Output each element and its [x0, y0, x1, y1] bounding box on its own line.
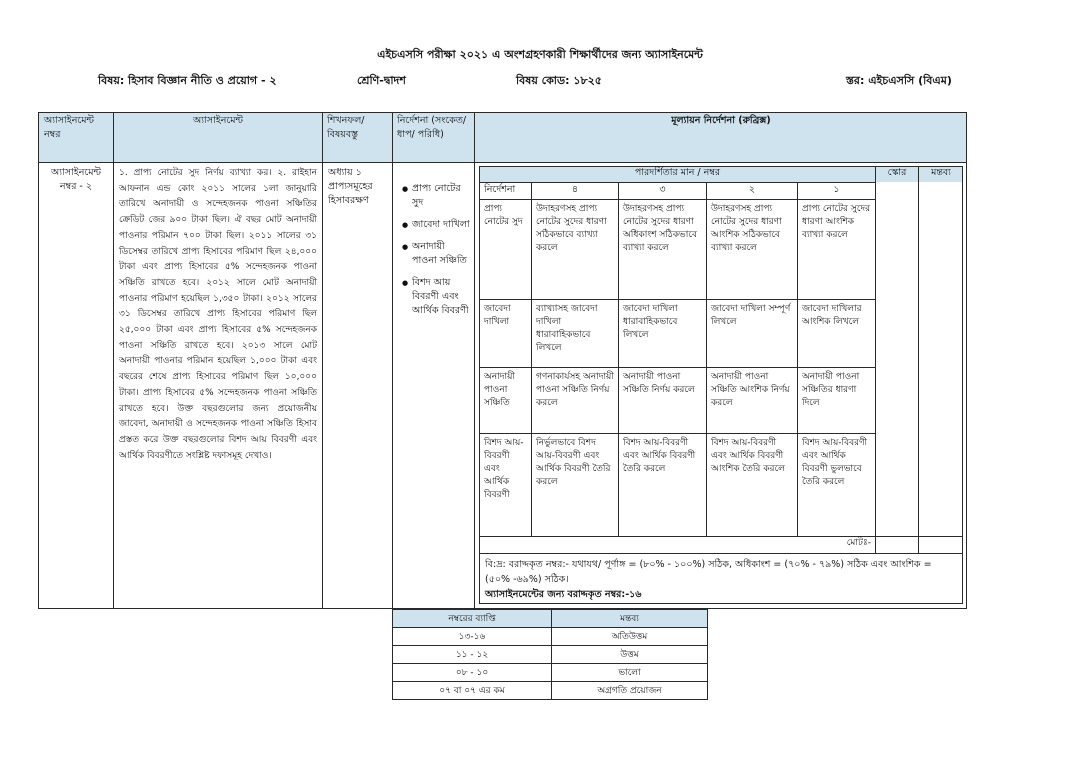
rubric-cell: উদাহরণসহ প্রাপ্য নোটের সুদের ধারণা সঠিকভাবে ব্যাখ্যা করলে — [536, 204, 607, 253]
grade-range-header: নম্বরের ব্যাপ্তি — [393, 610, 552, 628]
rubric-cell: নির্ভুলভাবে বিশদ আয়-বিবরণী এবং আর্থিক বিবরণী তৈরি করলে — [536, 438, 611, 487]
learning-outcome: অধ্যায় ১ প্রাপ্যসমূহের হিসাবরক্ষণ — [328, 167, 373, 206]
grade-range: ০৭ বা ০৭ এর কম — [393, 682, 552, 700]
rubric-cell: জাবেদা দাখিলার আংশিক লিখলে — [802, 304, 862, 327]
rubric-cell: উদাহরণসহ প্রাপ্য নোটের সুদের ধারণা অধিকাংশ সঠিকভাবে ব্যাখ্যা করলে — [623, 204, 697, 253]
rubric-cell: অনাদায়ী পাওনা সঞ্চিতি আংশিক নির্ণয় করলে — [711, 372, 790, 408]
grade-comment: অতিউত্তম — [552, 628, 708, 646]
topic-item: ● প্রাপ্য নোটের সুদ — [412, 182, 470, 210]
level-2: ২ — [748, 184, 756, 195]
header-assignment-no: অ্যাসাইনমেন্ট নম্বর — [44, 115, 94, 140]
rubric-cell: জাবেদা দাখিলা সম্পূর্ণ লিখলে — [711, 304, 791, 327]
subject-label: বিষয়: হিসাব বিজ্ঞান নীতি ও প্রয়োগ - ২ — [98, 74, 277, 87]
allocation-note: বি:দ্র: বরাদ্দকৃত নম্বর:- যথাযথ/ পূর্ণাঙ্গ = (৮০% - ১০০%) সঠিক, অধিকাংশ = (৭০% - ৭৯%) সঠিক এবং আংশিক = (৫০% -৬৯%) সঠিক। — [485, 559, 932, 585]
rubric-cell: অনাদায়ী পাওনা সঞ্চিতি নির্ণয় করলে — [623, 372, 695, 395]
rubric-criterion: জাবেদা দাখিলা — [484, 304, 511, 327]
header-assignment: অ্যাসাইনমেন্ট — [193, 115, 243, 126]
level-1: ১ — [833, 184, 840, 195]
grade-comment-header: মন্তব্য — [552, 610, 708, 628]
rubric-cell: ব্যাখ্যাসহ জাবেদা দাখিলা ধারাবাহিকভাবে লিখলে — [536, 304, 598, 353]
rubric-criterion: বিশদ আয়-বিবরণী এবং আর্থিক বিবরণী — [484, 438, 524, 500]
class-label: শ্রেণি-দ্বাদশ — [357, 74, 406, 87]
grade-comment: অগ্রগতি প্রয়োজন — [552, 682, 708, 700]
topic-item: ● জাবেদা দাখিলা — [412, 218, 470, 232]
score-header: স্কোর — [887, 167, 907, 178]
rubric-criterion: প্রাপ্য নোটের সুদ — [484, 204, 523, 227]
assignment-text: ১. প্রাপ্য নোটের সুদ নির্ণয় ব্যাখ্যা কর। ২. রাইহান আফনান এন্ড কোং ২০১১ সালের ১লা জানুয়ারি তারিখে অনাদায়ী ও সন্দেহজনক পাওনা সঞ্চিতির ক্রেডিট জের ৯০০ টাকা ছিল। ঐ বছর মোট অনাদায়ী পাওনার পরিমান ৭০০ টাকা ছিল। ২০১১ সালের ৩১ ডিসেম্বর তারিখে প্রাপ্য হিসাবের পরিমাণ ছিল ২৪,০০০ টাকা এবং প্রাপ্য হিসাবের ৫% সন্দেহজনক পাওনা সঞ্চিতি রাখতে হবে। ২০১২ সালে মোট অনাদায়ী পাওনার পরিমাণ হয়েছিল ১,৩৫০ টাকা। ২০১২ সালের ৩১ ডিসেম্বর তারিখে প্রাপ্য হিসাবের পরিমাণ ছিল ২৫,০০০ টাকা এবং প্রাপ্য হিসাবের ৫% সন্দেহজনক পাওনা সঞ্চিতি রাখতে হবে। ২০১৩ সালে মোট অনাদায়ী পাওনার পরিমান হয়েছিল ১,০০০ টাকা এবং বছরের শেষে প্রাপ্য হিসাবের পরিমাণ ছিল ১০,০০০ টাকা। প্রাপ্য হিসাবের ৫% সন্দেহজনক পাওনা সঞ্চিতি রাখতে হবে। উক্ত বছরগুলোর জন্য প্রয়োজনীয় জাবেদা, অনাদায়ী ও সন্দেহজনক পাওনা সঞ্চিতি হিসাব প্রস্তত করে উক্ত বছরগুলোর বিশদ আয় বিবরণী এবং আর্থিক বিবরণীতে সংশ্লিষ্ট দফাসমূহ দেখাও। — [119, 168, 317, 461]
rubric-cell: প্রাপ্য নোটের সুদের ধারণা আংশিক ব্যাখ্যা করলে — [802, 204, 871, 240]
level-4: ৪ — [571, 184, 579, 195]
criteria-label: নির্দেশনা — [484, 184, 516, 195]
rubric-cell: অনাদায়ী পাওনা সঞ্চিতির ধারণা দিলে — [802, 372, 860, 408]
header-rubric: মূল্যায়ন নির্দেশনা (রুব্রিক্স) — [671, 115, 771, 126]
level-3: ৩ — [659, 184, 666, 195]
grade-range: ০৮ - ১০ — [393, 664, 552, 682]
grade-range: ১৩-১৬ — [393, 628, 552, 646]
rubric-cell: গণনাকার্যসহ অনাদায়ী পাওনা সঞ্চিতি নির্ণয় করলে — [536, 372, 614, 408]
topic-item: ● বিশদ আয় বিবরণী এবং আর্থিক বিবরণী — [412, 276, 470, 318]
comment-header: মন্তব্য — [931, 167, 951, 178]
total-label: মোটঃ- — [846, 538, 871, 548]
performance-header: পারদর্শিতার মান / নম্বর — [634, 167, 721, 178]
header-instruction: নির্দেশনা (সংকেত/ধাপ/ পরিধি) — [397, 115, 467, 140]
grading-scale-table — [392, 609, 708, 700]
subject-code-label: বিষয় কোড: ১৮২৫ — [516, 74, 602, 87]
grade-range: ১১ - ১২ — [393, 646, 552, 664]
rubric-cell: জাবেদা দাখিলা ধারাবাহিকভাবে লিখলে — [623, 304, 678, 340]
rubric-cell: বিশদ আয়-বিবরণী এবং আর্থিক বিবরণী ভুলভাবে তৈরি করলে — [802, 438, 868, 487]
rubric-cell: উদাহরণসহ প্রাপ্য নোটের সুদের ধারণা আংশিক সঠিকভাবে ব্যাখ্যা করলে — [711, 204, 782, 253]
header-learning-outcome: শিখনফল/ বিষয়বস্তু — [327, 115, 365, 140]
page-title: এইচএসসি পরীক্ষা ২০২১ এ অংশগ্রহণকারী শিক্ষার্থীদের জন্য অ্যাসাইনমেন্ট — [377, 48, 703, 61]
rubric-cell: বিশদ আয়-বিবরণী এবং আর্থিক বিবরণী আংশিক তৈরি করলে — [711, 438, 785, 474]
level-label: স্তর: এইচএসসি (বিএম) — [846, 74, 952, 87]
instruction-topics — [398, 180, 474, 420]
rubric-criterion: অনাদায়ী পাওনা সঞ্চিতি — [484, 372, 515, 408]
rubric-cell: বিশদ আয়-বিবরণী এবং আর্থিক বিবরণী তৈরি করলে — [623, 438, 696, 474]
allotted-marks: অ্যাসাইনমেন্টের জন্য বরাদ্দকৃত নম্বর:-১৬ — [485, 589, 642, 600]
grade-comment: ভালো — [552, 664, 708, 682]
assignment-number: অ্যাসাইনমেন্ট নম্বর - ২ — [51, 167, 101, 192]
topic-item: ● অনাদায়ী পাওনা সঞ্চিতি — [412, 240, 470, 268]
grade-comment: উত্তম — [552, 646, 708, 664]
